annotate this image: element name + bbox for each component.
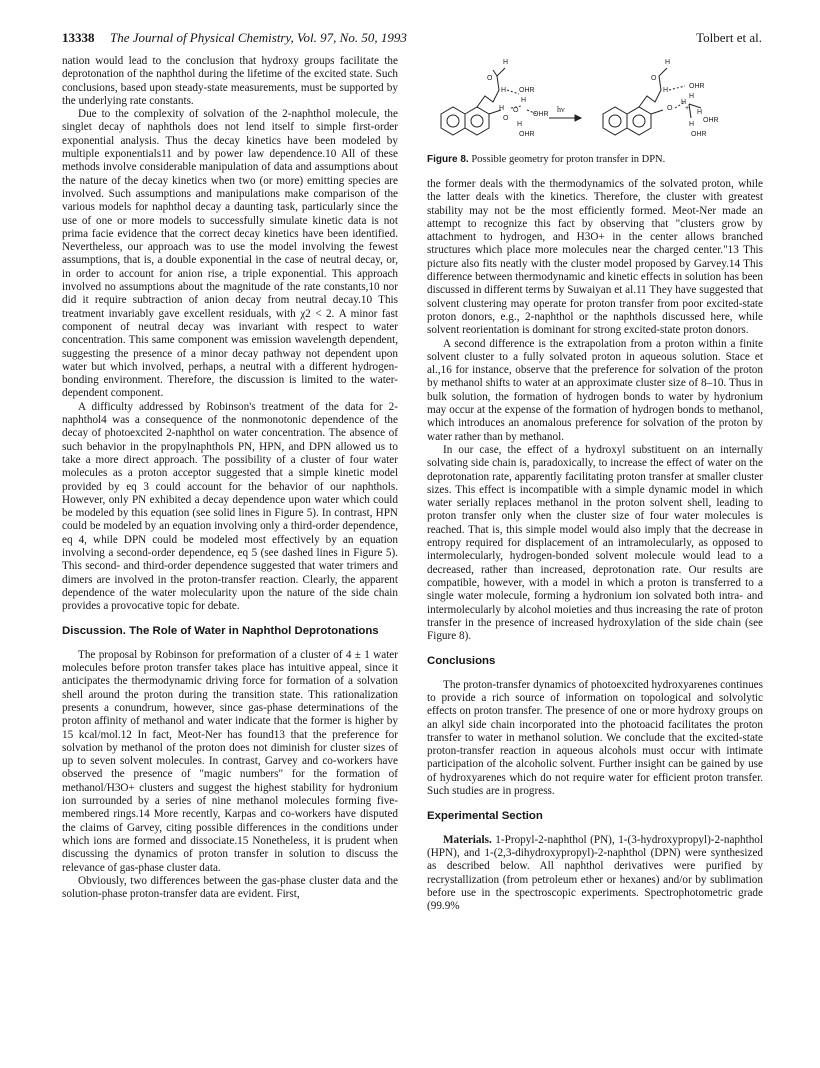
paragraph: The proton-transfer dynamics of photoexcited hydroxyarenes continues to provide a rich source of information on topological and solvolytic effects on proton transfer. The presence of one or more hydroxy groups on an alkyl side chain incorporated into the photoacid facilitates the proton transfer to water in methanol solution. We conclude that the excited-state proton-transfer reaction in aqueous alcohols must occur with intimate participation of the alcoholic solvent. Further insight can be gained by use of hydroxyarenes which do not require water for efficient proton transfer. Such studies are in progress. xyxy=(427,678,763,798)
section-heading: Discussion. The Role of Water in Naphthol Deprotonations xyxy=(62,625,379,638)
atom-label: H xyxy=(517,121,523,128)
paragraph-text: 1-Propyl-2-naphthol (PN), 1-(3-hydroxypropyl)-2-naphthol (HPN), and 1-(2,3-dihydroxypropyl)-2-naphthol (DPN) were synthesized as described below. All naphthol derivatives were purified by recrystallization (from petroleum ether or hexanes) and/or by sublimation before use in the spectroscopic experiments. Spectrophotometric grade (99.9% xyxy=(427,833,764,913)
atom-label: + xyxy=(685,105,690,112)
atom-label: H xyxy=(521,97,527,104)
atom-label: OHR xyxy=(689,83,705,90)
atom-label: O xyxy=(503,115,509,122)
atom-label: H xyxy=(503,59,509,66)
left-column xyxy=(62,55,398,901)
atom-label: O xyxy=(513,107,519,114)
atom-label: H xyxy=(689,93,695,100)
atom-label: H xyxy=(501,87,507,94)
running-header xyxy=(62,30,762,48)
atom-label: H xyxy=(499,105,505,112)
paragraph xyxy=(427,834,763,914)
figure-caption xyxy=(427,154,763,166)
paragraph: In our case, the effect of a hydroxyl substituent on an internally solvating side chain is, paradoxically, to increase the effect of water on the deprotonation rate, apparently facilitating proton transfer at smaller cluster sizes. This effect is incompatible with a simple dynamic model in which water serially replaces methanol in the proton solvent shell, leading to proton transfer only when the cluster size of four water molecules is reached. That is, this simple model would also imply that the decrease in entropy required for displacement of an intramolecularly, as opposed to intermolecularly, hydrogen-bonded solvent molecule would lead to a decreased, rather than increased, deprotonation rate. Our results are compatible, however, with a model in which a proton is transferred to a single water molecule, forming a hydronium ion solvated both intra- and intermolecularly by alcohol moieties and thus increasing the rate of proton transfer in the presence of increased hydroxylation of the side chain (see Figure 8). xyxy=(427,443,763,643)
paragraph: nation would lead to the conclusion that hydroxy groups facilitate the deprotonation of the naphthol during the lifetime of the excited state. Such conclusions, based upon steady-state measurements, must be supported by the underlying rate constants. xyxy=(62,55,398,107)
atom-label: H xyxy=(665,59,671,66)
naphthalene-ring xyxy=(627,107,651,135)
caption-label: Figure 8. xyxy=(427,154,469,165)
atom-label: OHR xyxy=(519,87,535,94)
atom-label: O xyxy=(667,105,673,112)
paragraph: A difficulty addressed by Robinson's treatment of the data for 2-naphthol4 was a consequence of the nonmonotonic dependence of the decay of photoexcited 2-naphthol on water concentration. The absence of such behavior in the propylnaphthols PN, HPN, and DPN allowed us to take a more direct approach. The possibility of a cluster of four water molecules as a proton acceptor suggested that a simple kinetic model provided by eq 3 could account for the behavior of our naphthols. However, only PN exhibited a decay dependence upon water which could be modeled by this equation (see solid lines in Figure 5). In contrast, HPN could be modeled by an equation involving only a third-order dependence, eq 4, while DPN could be modeled most effectively by an equation involving a second-order dependence, eq 5 (see dashed lines in Figure 5). This second- and third-order dependence suggested that water trimers and dimers are involved in the proton-transfer reaction. Clearly, the apparent dependence of the water molecularity upon the nature of the side chain provides a provocative topic for debate. xyxy=(62,400,398,613)
paragraph: A second difference is the extrapolation from a proton within a finite solvent cluster to a fully solvated proton in aqueous solution. Stace et al.,16 for instance, observe that the preference for solvation of the proton by methanol shifts to water at an approximate cluster size of 8–10. Thus in bulk solution, the formation of hydrogen bonds to water by hydronium may occur at the expense of the formation of hydrogen bonds to methanol, which introduces an anomalous preference for solvation of the proton by water rather than by methanol. xyxy=(427,337,763,443)
naphthalene-ring xyxy=(441,107,465,135)
atom-label: H xyxy=(689,121,695,128)
runin-heading: Materials. xyxy=(443,833,492,846)
section-heading: Experimental Section xyxy=(427,810,543,823)
caption-text: Possible geometry for proton transfer in DPN. xyxy=(471,154,666,165)
atom-label: OHR xyxy=(703,117,719,124)
atom-label: O xyxy=(651,75,657,82)
page-number: 13338 xyxy=(62,30,95,45)
naphthalene-ring xyxy=(603,107,627,135)
atom-label: OHR xyxy=(533,111,549,118)
atom-label: O xyxy=(487,75,493,82)
author-running-head: Tolbert et al. xyxy=(696,30,762,45)
arrow-label: hν xyxy=(557,105,565,114)
atom-label: H xyxy=(697,109,703,116)
paragraph: Obviously, two differences between the gas-phase cluster data and the solution-phase proton-transfer data are evident. First, xyxy=(62,874,398,901)
atom-label: OHR xyxy=(691,131,707,138)
atom-label: H xyxy=(663,87,669,94)
figure-8 xyxy=(427,52,763,170)
journal-citation: The Journal of Physical Chemistry, Vol. 97, No. 50, 1993 xyxy=(110,30,407,45)
naphthalene-ring xyxy=(465,107,489,135)
atom-label: OHR xyxy=(519,131,535,138)
paragraph: Due to the complexity of solvation of the 2-naphthol molecule, the singlet decay of naphthols does not lend itself to simple first-order exponential analysis. Thus the decay kinetics have been modeled by multiple exponentials11 and by power law dependence.10 All of these methods involve considerable manipulation of data and assumptions about the nature of the decay kinetics when two (or more) emitting species are involved. Such assumptions and manipulations make comparison of the various models for naphthol decay a daunting task, particularly since the use of one or more models to successfully simulate kinetic data is not prima facie evidence that the correct decay kinetics have been identified. Nevertheless, our approach was to use the model involving the fewest assumptions, that is, a double exponential in the case of neutral decay, or, in order to account for anion rise, a triple exponential. This approach involved no assumptions about the magnitude of the rate constants,10 nor did it require subtraction of anion decay from neutral decay.10 This treatment invariably gave excellent residuals, with χ2 < 2. A minor fast component of neutral decay was invariant with respect to water concentration. This same component was emission wavelength dependent, suggesting the presence of a minor decay pathway not dependent upon water but which involved, perhaps, a neutral with a different hydrogen-bonding environment. Therefore, the discussion is limited to the water-dependent component. xyxy=(62,108,398,400)
right-column xyxy=(427,178,763,913)
section-heading: Conclusions xyxy=(427,655,496,668)
atom-label: H xyxy=(681,99,687,106)
paragraph: the former deals with the thermodynamics of the solvated proton, while the latter deals with the kinetics. Therefore, the cluster with greatest stability may not be the most efficiently formed. Meot-Ner made an attempt to recognize this fact by observing that "clusters grow by attachment to hydrogen, and H3O+ in the center allows branched structures which place more molecules near the charged center."13 This picture also fits neatly with the cluster model proposed by Garvey.14 This difference between thermodynamic and kinetic effects in solution has been discussed in different terms by Suwaiyan et al.11 They have suggested that solvent clustering may operate for proton transfer from poor excited-state proton donors, e.g., 2-naphthol or the naphthols discussed here, while solvent reorientation is dominant for strong excited-state proton donors. xyxy=(427,178,763,337)
proton-transfer-scheme xyxy=(427,52,763,152)
paragraph: The proposal by Robinson for preformation of a cluster of 4 ± 1 water molecules before proton transfer takes place has intuitive appeal, since it anticipates the thermodynamic driving force for formation of a solvation shell around the proton during the transition state. This rationalization presents a conundrum, however, since gas-phase determinations of the proton affinity of methanol and water indicate that the former is higher by 15 kcal/mol.12 In fact, Meot-Ner has found13 that the preference for solvation by methanol of the proton does not diminish for cluster sizes of up to seven solvent molecules. In contrast, Garvey and co-workers have observed the presence of "magic numbers" for the formation of methanol/H3O+ clusters and suggest the highest stability for hydronium ion surrounded by a series of nine methanol molecules forming five-membered rings.14 More recently, Karpas and co-workers have disputed the claims of Garvey, citing possible differences in the conditions under which ions are formed and dissociate.15 Nonetheless, it is prudent when discussing the dynamics of proton transfer in solution to discuss the relevance of gas-phase cluster data. xyxy=(62,648,398,874)
